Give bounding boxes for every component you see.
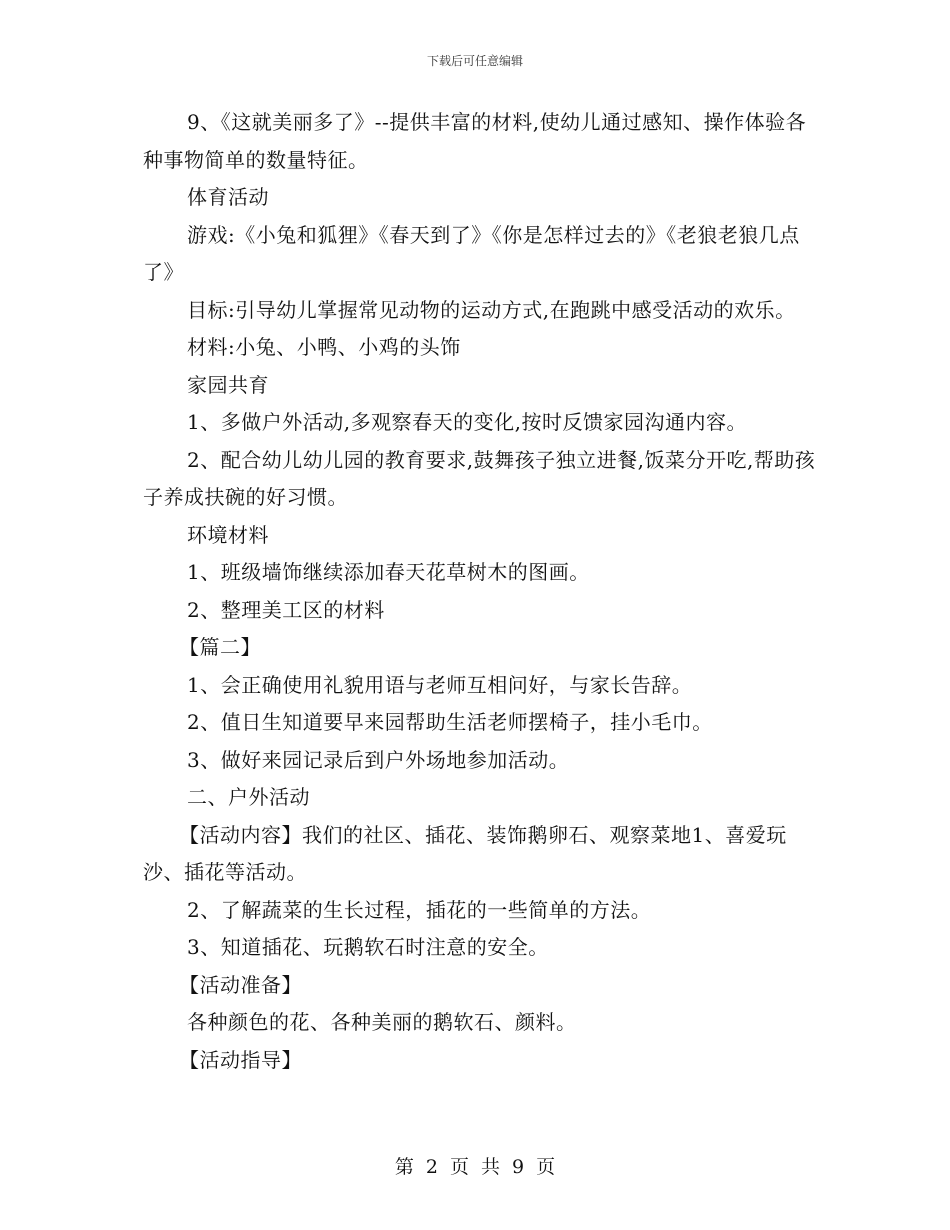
section-heading-part-two: 【篇二】	[179, 635, 261, 659]
section-heading-environment: 环境材料	[187, 522, 269, 547]
page-header-note: 下载后可任意编辑	[426, 54, 523, 68]
section-heading-home-school: 家园共育	[187, 372, 269, 397]
paragraph-preparation: 各种颜色的花、各种美丽的鹅软石、颜料。	[187, 1010, 577, 1034]
section-heading-outdoor: 二、户外活动	[187, 785, 310, 809]
document-body	[143, 104, 818, 1079]
paragraph-environment-1: 1、班级墙饰继续添加春天花草树木的图画。	[187, 560, 590, 584]
paragraph-home-school-2: 2、配合幼儿幼儿园的教育要求,鼓舞孩子独立进餐,饭菜分开吃,帮助孩子养成扶碗的好习惯。	[143, 447, 816, 509]
paragraph-home-school-1: 1、多做户外活动,多观察春天的变化,按时反馈家园沟通内容。	[187, 410, 747, 434]
paragraph-environment-2: 2、整理美工区的材料	[187, 597, 385, 622]
paragraph-games: 游戏:《小兔和狐狸》《春天到了》《你是怎样过去的》《老狼老狼几点了》	[143, 222, 800, 284]
paragraph-activity-2: 2、了解蔬菜的生长过程，插花的一些简单的方法。	[187, 897, 652, 922]
paragraph-arrival-3: 3、做好来园记录后到户外场地参加活动。	[187, 747, 570, 772]
section-heading-preparation: 【活动准备】	[179, 972, 302, 997]
paragraph-materials: 材料:小兔、小鸭、小鸡的头饰	[187, 335, 461, 359]
paragraph-activity-content: 【活动内容】我们的社区、插花、装饰鹅卵石、观察菜地1、喜爱玩沙、插花等活动。	[143, 822, 787, 884]
paragraph-arrival-1: 1、会正确使用礼貌用语与老师互相问好，与家长告辞。	[187, 672, 693, 697]
paragraph-arrival-2: 2、值日生知道要早来园帮助生活老师摆椅子，挂小毛巾。	[187, 710, 713, 734]
page-number-footer: 第 2 页 共 9 页	[394, 1156, 556, 1178]
paragraph-goal: 目标:引导幼儿掌握常见动物的运动方式,在跑跳中感受活动的欢乐。	[187, 297, 796, 322]
paragraph-activity-3: 3、知道插花、玩鹅软石时注意的安全。	[187, 935, 549, 959]
section-heading-guidance: 【活动指导】	[179, 1047, 302, 1072]
section-heading-sports: 体育活动	[187, 185, 269, 209]
paragraph-item-9: 9、《这就美丽多了》--提供丰富的材料,使幼儿通过感知、操作体验各种事物简单的数量特征。	[143, 110, 807, 172]
